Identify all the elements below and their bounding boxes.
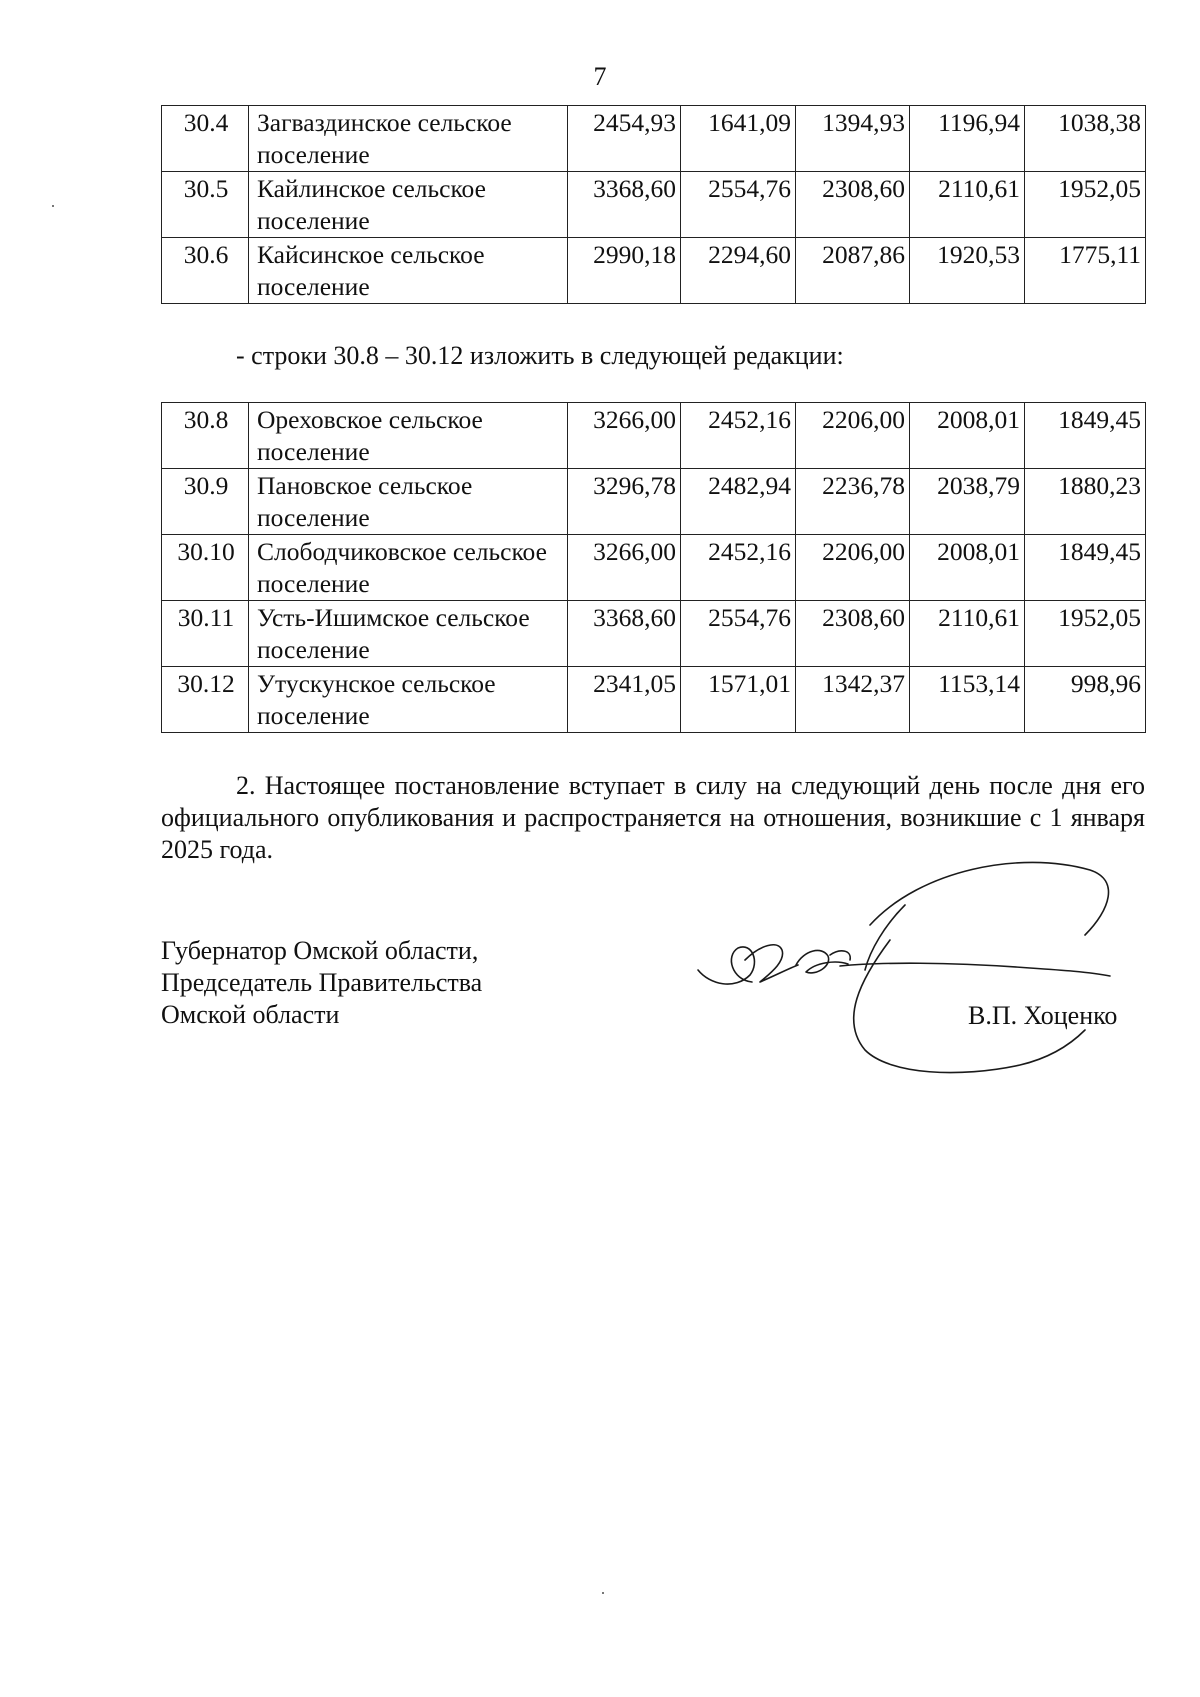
settlement-name: Загваздинское сельское поселение	[249, 106, 568, 172]
value-cell: 2341,05	[568, 667, 681, 733]
value-cell: 1196,94	[910, 106, 1025, 172]
row-number: 30.9	[162, 469, 249, 535]
value-cell: 2308,60	[796, 172, 910, 238]
value-cell: 1775,11	[1025, 238, 1146, 304]
value-cell: 2554,76	[681, 601, 796, 667]
effective-date-paragraph: 2. Настоящее постановление вступает в силу на следующий день после дня его официального опубликования и распространяется на отношения, возникшие с 1 января 2025 года.	[161, 771, 1145, 864]
table-row	[162, 172, 1146, 238]
table-row	[162, 106, 1146, 172]
settlement-name: Пановское сельское поселение	[249, 469, 568, 535]
row-number: 30.10	[162, 535, 249, 601]
handwritten-signature	[690, 850, 1150, 1100]
value-cell: 2008,01	[910, 535, 1025, 601]
table-row	[162, 601, 1146, 667]
signer-title-line-3: Омской области	[161, 1000, 340, 1029]
value-cell: 2452,16	[681, 403, 796, 469]
value-cell: 3296,78	[568, 469, 681, 535]
signer-block	[161, 935, 482, 1031]
row-number: 30.4	[162, 106, 249, 172]
value-cell: 3368,60	[568, 172, 681, 238]
signer-title-line-2: Председатель Правительства	[161, 968, 483, 997]
scan-speck	[52, 205, 54, 207]
table-row	[162, 469, 1146, 535]
value-cell: 1571,01	[681, 667, 796, 733]
settlement-name: Кайлинское сельское поселение	[249, 172, 568, 238]
scan-speck	[602, 1592, 604, 1594]
value-cell: 3368,60	[568, 601, 681, 667]
value-cell: 1153,14	[910, 667, 1025, 733]
value-cell: 2008,01	[910, 403, 1025, 469]
value-cell: 2482,94	[681, 469, 796, 535]
rates-table-top	[161, 105, 1146, 304]
value-cell: 3266,00	[568, 403, 681, 469]
value-cell: 2554,76	[681, 172, 796, 238]
value-cell: 2087,86	[796, 238, 910, 304]
settlement-name: Усть-Ишимское сельское поселение	[249, 601, 568, 667]
value-cell: 1849,45	[1025, 535, 1146, 601]
settlement-name: Кайсинское сельское поселение	[249, 238, 568, 304]
settlement-name: Слободчиковское сельское поселение	[249, 535, 568, 601]
value-cell: 2038,79	[910, 469, 1025, 535]
value-cell: 2294,60	[681, 238, 796, 304]
row-number: 30.6	[162, 238, 249, 304]
value-cell: 2110,61	[910, 601, 1025, 667]
value-cell: 2206,00	[796, 535, 910, 601]
settlement-name: Утускунское сельское поселение	[249, 667, 568, 733]
table-row	[162, 403, 1146, 469]
value-cell: 2452,16	[681, 535, 796, 601]
value-cell: 2308,60	[796, 601, 910, 667]
value-cell: 1342,37	[796, 667, 910, 733]
table-row	[162, 535, 1146, 601]
value-cell: 1952,05	[1025, 601, 1146, 667]
value-cell: 1641,09	[681, 106, 796, 172]
value-cell: 998,96	[1025, 667, 1146, 733]
table-row	[162, 238, 1146, 304]
value-cell: 2206,00	[796, 403, 910, 469]
value-cell: 2110,61	[910, 172, 1025, 238]
signer-title-line-1: Губернатор Омской области,	[161, 936, 479, 965]
value-cell: 3266,00	[568, 535, 681, 601]
rates-table-bottom	[161, 402, 1146, 733]
value-cell: 1394,93	[796, 106, 910, 172]
row-number: 30.11	[162, 601, 249, 667]
page-number: 7	[593, 62, 607, 91]
value-cell: 1880,23	[1025, 469, 1146, 535]
settlement-name: Ореховское сельское поселение	[249, 403, 568, 469]
value-cell: 1920,53	[910, 238, 1025, 304]
value-cell: 2454,93	[568, 106, 681, 172]
table-row	[162, 667, 1146, 733]
row-number: 30.5	[162, 172, 249, 238]
value-cell: 1952,05	[1025, 172, 1146, 238]
value-cell: 2236,78	[796, 469, 910, 535]
row-number: 30.8	[162, 403, 249, 469]
value-cell: 1038,38	[1025, 106, 1146, 172]
amendment-instruction: - строки 30.8 – 30.12 изложить в следующей редакции:	[236, 341, 844, 370]
row-number: 30.12	[162, 667, 249, 733]
value-cell: 1849,45	[1025, 403, 1146, 469]
value-cell: 2990,18	[568, 238, 681, 304]
signer-name: В.П. Хоценко	[968, 1001, 1118, 1030]
